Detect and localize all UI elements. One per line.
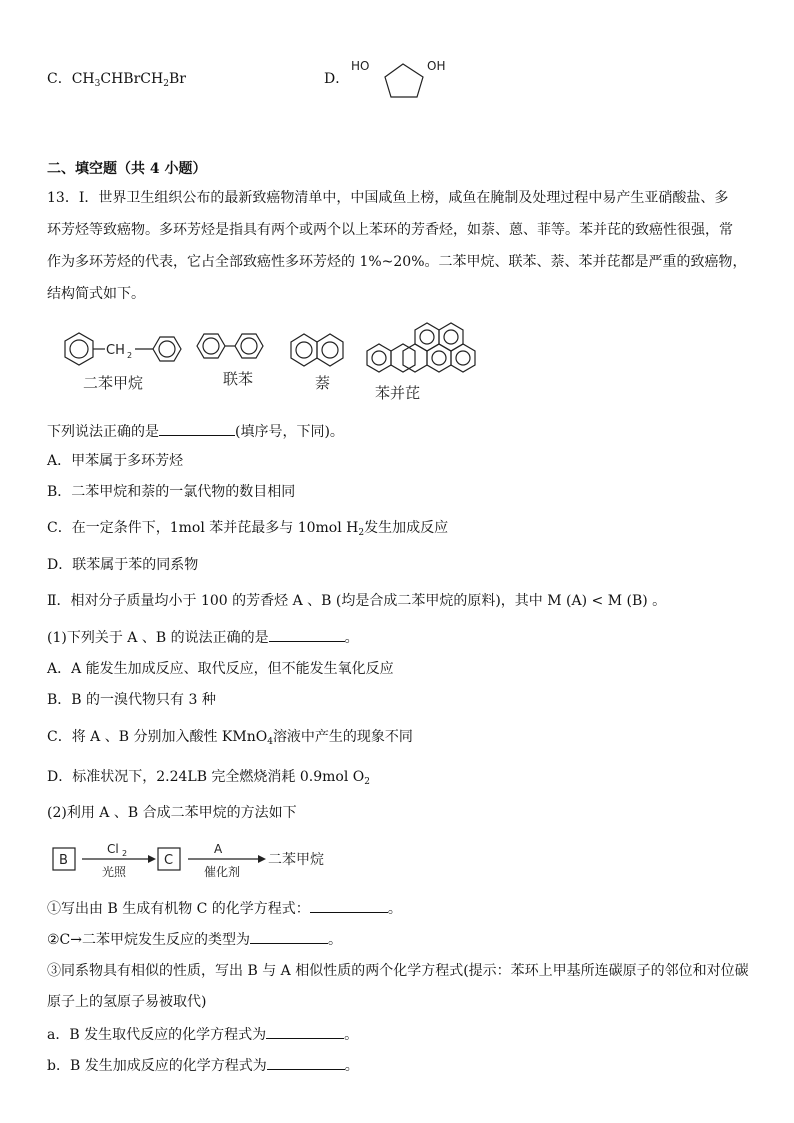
structure-name: 联苯 [223,370,254,388]
oh-left-label: HO [351,59,370,73]
formula-sub: 4 [267,737,273,747]
part1-option-a: A．甲苯属于多环芳烃 [47,453,184,469]
structure-name: 苯并芘 [375,384,421,402]
answer-blank[interactable] [310,899,388,913]
sub1-option-c [47,728,413,748]
formula-sub: 2 [358,528,365,538]
arrow-1-head [148,855,156,863]
answer-blank[interactable] [267,1056,345,1070]
question-text: (填序号，下同)。 [235,424,344,440]
formula-part: CHBrCH [100,71,164,87]
sub2-intro: (2)利用 A 、B 合成二苯甲烷的方法如下 [47,805,297,821]
sub1-option-b: B．B 的一溴代物只有 3 种 [47,692,216,708]
q13-intro-line: 环芳烃等致癌物。多环芳烃是指具有两个或两个以上苯环的芳香烃，如萘、蒽、菲等。苯并芘的致癌性很强，常 [47,222,733,238]
part1-question [47,422,344,441]
arrow-2-head [258,855,266,863]
answer-blank[interactable] [266,1025,344,1039]
aromatic-structures-figure [45,318,485,410]
box-b-label: B [59,853,68,868]
formula-part: CH [71,71,95,87]
structure-name: 萘 [315,374,331,392]
question-text: 。 [344,630,359,646]
part1-option-c [47,519,448,539]
reaction-scheme [52,836,352,884]
question-text: 。 [344,1027,359,1043]
question-text: a．B 发生取代反应的化学方程式为 [47,1027,267,1043]
sub1-option-d [47,768,370,788]
option-text: C．在一定条件下，1mol 苯并芘最多与 10mol H [47,520,359,536]
arrow-1-top: Cl [107,842,119,856]
arrow-1-top-sub: 2 [122,849,128,858]
box-c-label: C [164,853,174,868]
arrow-2-bottom: 催化剂 [204,865,241,879]
structure-name: 二苯甲烷 [83,374,144,392]
cyclopentane-ring [385,64,423,97]
option-c-label: C． [47,71,72,87]
question-text: 。 [328,932,342,948]
question-text: b．B 发生加成反应的化学方程式为 [47,1058,267,1074]
q13-intro-line: 结构简式如下。 [47,286,145,302]
qa-question [47,1025,358,1044]
oh-right-label: OH [427,59,446,73]
cyclopentanediol-structure [345,55,455,105]
qb-question [47,1056,359,1075]
section-heading: 二、填空题（共 4 小题） [47,161,207,177]
option-text: D．标准状况下，2.24LB 完全燃烧消耗 0.9mol O [47,769,365,785]
q13-intro-line: 13．Ⅰ．世界卫生组织公布的最新致癌物清单中，中国咸鱼上榜，咸鱼在腌制及处理过程中易产生亚硝酸盐、多 [47,190,729,206]
circ1-question [47,899,402,918]
part1-option-b: B．二苯甲烷和萘的一氯代物的数目相同 [47,484,296,500]
option-text: 溶液中产生的现象不同 [272,729,413,745]
option-c [47,70,186,90]
diphenylmethane-structure [65,333,181,392]
circ2-question [47,930,342,949]
formula-sub: 2 [364,777,370,787]
arrow-1-bottom: 光照 [102,865,127,879]
benzopyrene-structure [367,323,475,402]
circ3-question-line: 原子上的氢原子易被取代) [47,994,207,1010]
question-text: 下列说法正确的是 [47,424,159,440]
option-text: C．将 A 、B 分别加入酸性 KMnO [47,729,268,745]
circ3-question-line: ③同系物具有相似的性质，写出 B 与 A 相似性质的两个化学方程式(提示：苯环上甲基所连碳原子的邻位和对位碳 [47,963,749,979]
part2-intro: Ⅱ．相对分子质量均小于 100 的芳香烃 A 、B (均是合成二苯甲烷的原料)，其中 M (A) < M (B) 。 [47,593,667,609]
answer-blank[interactable] [159,422,235,436]
ch2-label: CH [106,343,125,358]
answer-blank[interactable] [269,628,345,642]
part1-option-d: D．联苯属于苯的同系物 [47,557,199,573]
sub1-question [47,628,359,647]
option-text: 发生加成反应 [364,520,449,536]
formula-sub: 2 [163,79,169,89]
option-d-label: D． [324,71,350,87]
formula-part: Br [168,71,186,87]
q13-intro-line: 作为多环芳烃的代表，它占全部致癌性多环芳烃的 1%~20%。二苯甲烷、联苯、萘、苯并芘都是严重的致癌物， [47,254,747,270]
ch2-subscript: 2 [127,351,133,360]
question-text: ②C→二苯甲烷发生反应的类型为 [47,932,250,948]
sub1-option-a: A．A 能发生加成反应、取代反应，但不能发生氧化反应 [47,661,394,677]
question-text: 。 [387,901,402,917]
answer-blank[interactable] [250,930,328,944]
biphenyl-structure [197,334,263,388]
naphthalene-structure [291,334,343,392]
product-label: 二苯甲烷 [268,852,324,868]
arrow-2-top: A [214,842,223,856]
question-text: 。 [344,1058,359,1074]
question-text: (1)下列关于 A 、B 的说法正确的是 [47,630,269,646]
formula-sub: 3 [94,79,101,89]
question-text: ①写出由 B 生成有机物 C 的化学方程式： [47,901,310,917]
